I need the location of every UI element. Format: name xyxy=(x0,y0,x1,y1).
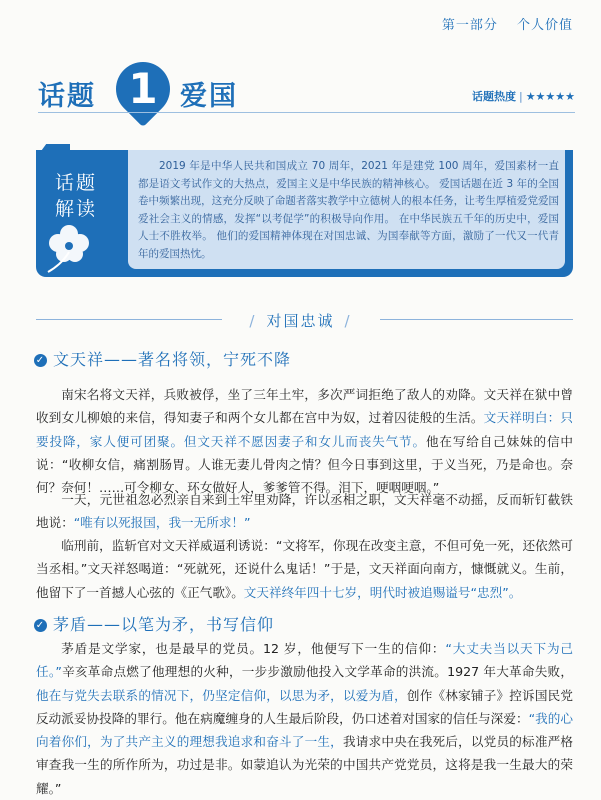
title-rule xyxy=(38,112,575,113)
text-run: 他在写给自己妹妹的信中说：“收柳女信，痛割肠胃。人谁无妻儿骨肉之情？但今日事到这里，于义当死，乃是命也。奈何？奈何！……可令柳女、环女做好人，爹爹管不得。泪下，哽咽哽咽。” xyxy=(36,433,574,496)
interpretation-text: 2019 年是中华人民共和国成立 70 周年，2021 年是建党 100 周年，爱国素材一直都是语文考试作文的大热点，爱国主义是中华民族的精神核心。 爱国话题在近 3 年的全国卷中频繁出现，这充分反映了命题者落实教学中立德树人的根本任务，让考生厚植爱党爱国爱社会主义的情感，发挥“以考促学”的积极导向作用。 在中华民族五千年的历史中，爱国人士不胜枚举。 他们的爱国精神体现在对国忠诚、为国奉献等方面，激励了一代又一代青年的爱国热忱。 xyxy=(138,160,559,260)
page-header xyxy=(442,14,573,33)
highlight-text: “我的心向着你们，为了共产主义的理想我追求和奋斗了一生， xyxy=(36,710,573,750)
part-label: 第一部分 xyxy=(441,18,498,33)
box-tab-decoration xyxy=(36,144,70,158)
highlight-text: “大丈夫当以天下为己任。” xyxy=(36,641,573,680)
text-run: 南宋名将文天祥，兵败被俘，坐了三年土牢，多次严词拒绝了敌人的劝降。文天祥在狱中曾收到女儿柳娘的来信，得知妻子和两个女儿都在宫中为奴，过着囚徒般的生活。 xyxy=(36,387,573,426)
paragraph xyxy=(36,488,573,535)
topic-name: 爱国 xyxy=(180,81,238,112)
highlight-text: “唯有以死报国，我一无所求！” xyxy=(73,515,251,531)
entry-heading-text: 茅盾——以笔为矛，书写信仰 xyxy=(53,615,275,634)
heat-stars: ★★★★★ xyxy=(525,90,575,103)
topic-heat: 话题热度 | ★★★★★ xyxy=(471,90,575,103)
text-run: 茅盾是文学家，也是最早的党员。12 岁，他便写下一生的信仰： xyxy=(61,641,446,656)
paragraph xyxy=(36,637,573,800)
interpretation-label xyxy=(50,170,102,222)
interpretation-label-line2: 解读 xyxy=(54,198,97,220)
bullet-icon: ✓ xyxy=(35,620,46,631)
text-run: 一天，元世祖忽必烈亲自来到土牢里劝降，许以丞相之职，文天祥毫不动摇，反而斩钉截铁地说： xyxy=(36,492,573,531)
text-run: 临刑前，监斩官对文天祥威逼利诱说：“文将军，你现在改变主意，不但可免一死，还依然可当丞相。”文天祥怒喝道：“死就死，还说什么鬼话！”于是，文天祥面向南方，慷慨就义。生前，他留下了一首撼人心弦的《正气歌》。 xyxy=(36,538,573,600)
text-run: 辛亥革命点燃了他理想的火种，一步步激励他投入文学革命的洪流。1927 年大革命失败， xyxy=(61,664,573,680)
highlight-text: 他在与党失去联系的情况下，仍坚定信仰，以思为矛，以爱为盾， xyxy=(36,687,407,703)
paragraph xyxy=(36,534,573,604)
entry-heading-wentianxiang xyxy=(34,347,291,370)
flower-icon xyxy=(40,218,98,274)
entry-heading-maodun xyxy=(34,612,274,635)
text-run: 创作《林家铺子》控诉国民党反动派妥协投降的罪行。他在病魔缠身的人生最后阶段，仍口述着对国家的信任与深爱： xyxy=(36,687,574,726)
section-title-text: 对国忠诚 xyxy=(266,312,335,330)
bullet-icon: ✓ xyxy=(35,355,46,366)
text-run: 我请求中央在我死后，以党员的标准严格审查我一生的所作所为，功过是非。如蒙追认为光荣的中国共产党党员，这将是我一生最大的荣耀。” xyxy=(36,734,574,796)
heat-label: 话题热度 xyxy=(471,90,516,103)
highlight-text: 文天祥明白：只要投降，家人便可团聚。但文天祥不愿因妻子和女儿而丧失气节。 xyxy=(36,410,574,449)
section-title: / 对国忠诚 / xyxy=(249,312,352,330)
topic-prefix: 话题 xyxy=(38,81,96,112)
part-title: 个人价值 xyxy=(516,18,573,33)
entry-heading-text: 文天祥——著名将领，宁死不降 xyxy=(53,350,292,369)
paragraph xyxy=(36,383,573,499)
highlight-text: 文天祥终年四十七岁，明代时被追赐谥号“忠烈”。 xyxy=(243,584,522,600)
interpretation-label-line1: 话题 xyxy=(54,172,97,194)
interpretation-box xyxy=(36,150,573,277)
topic-number: 1 xyxy=(128,64,158,113)
